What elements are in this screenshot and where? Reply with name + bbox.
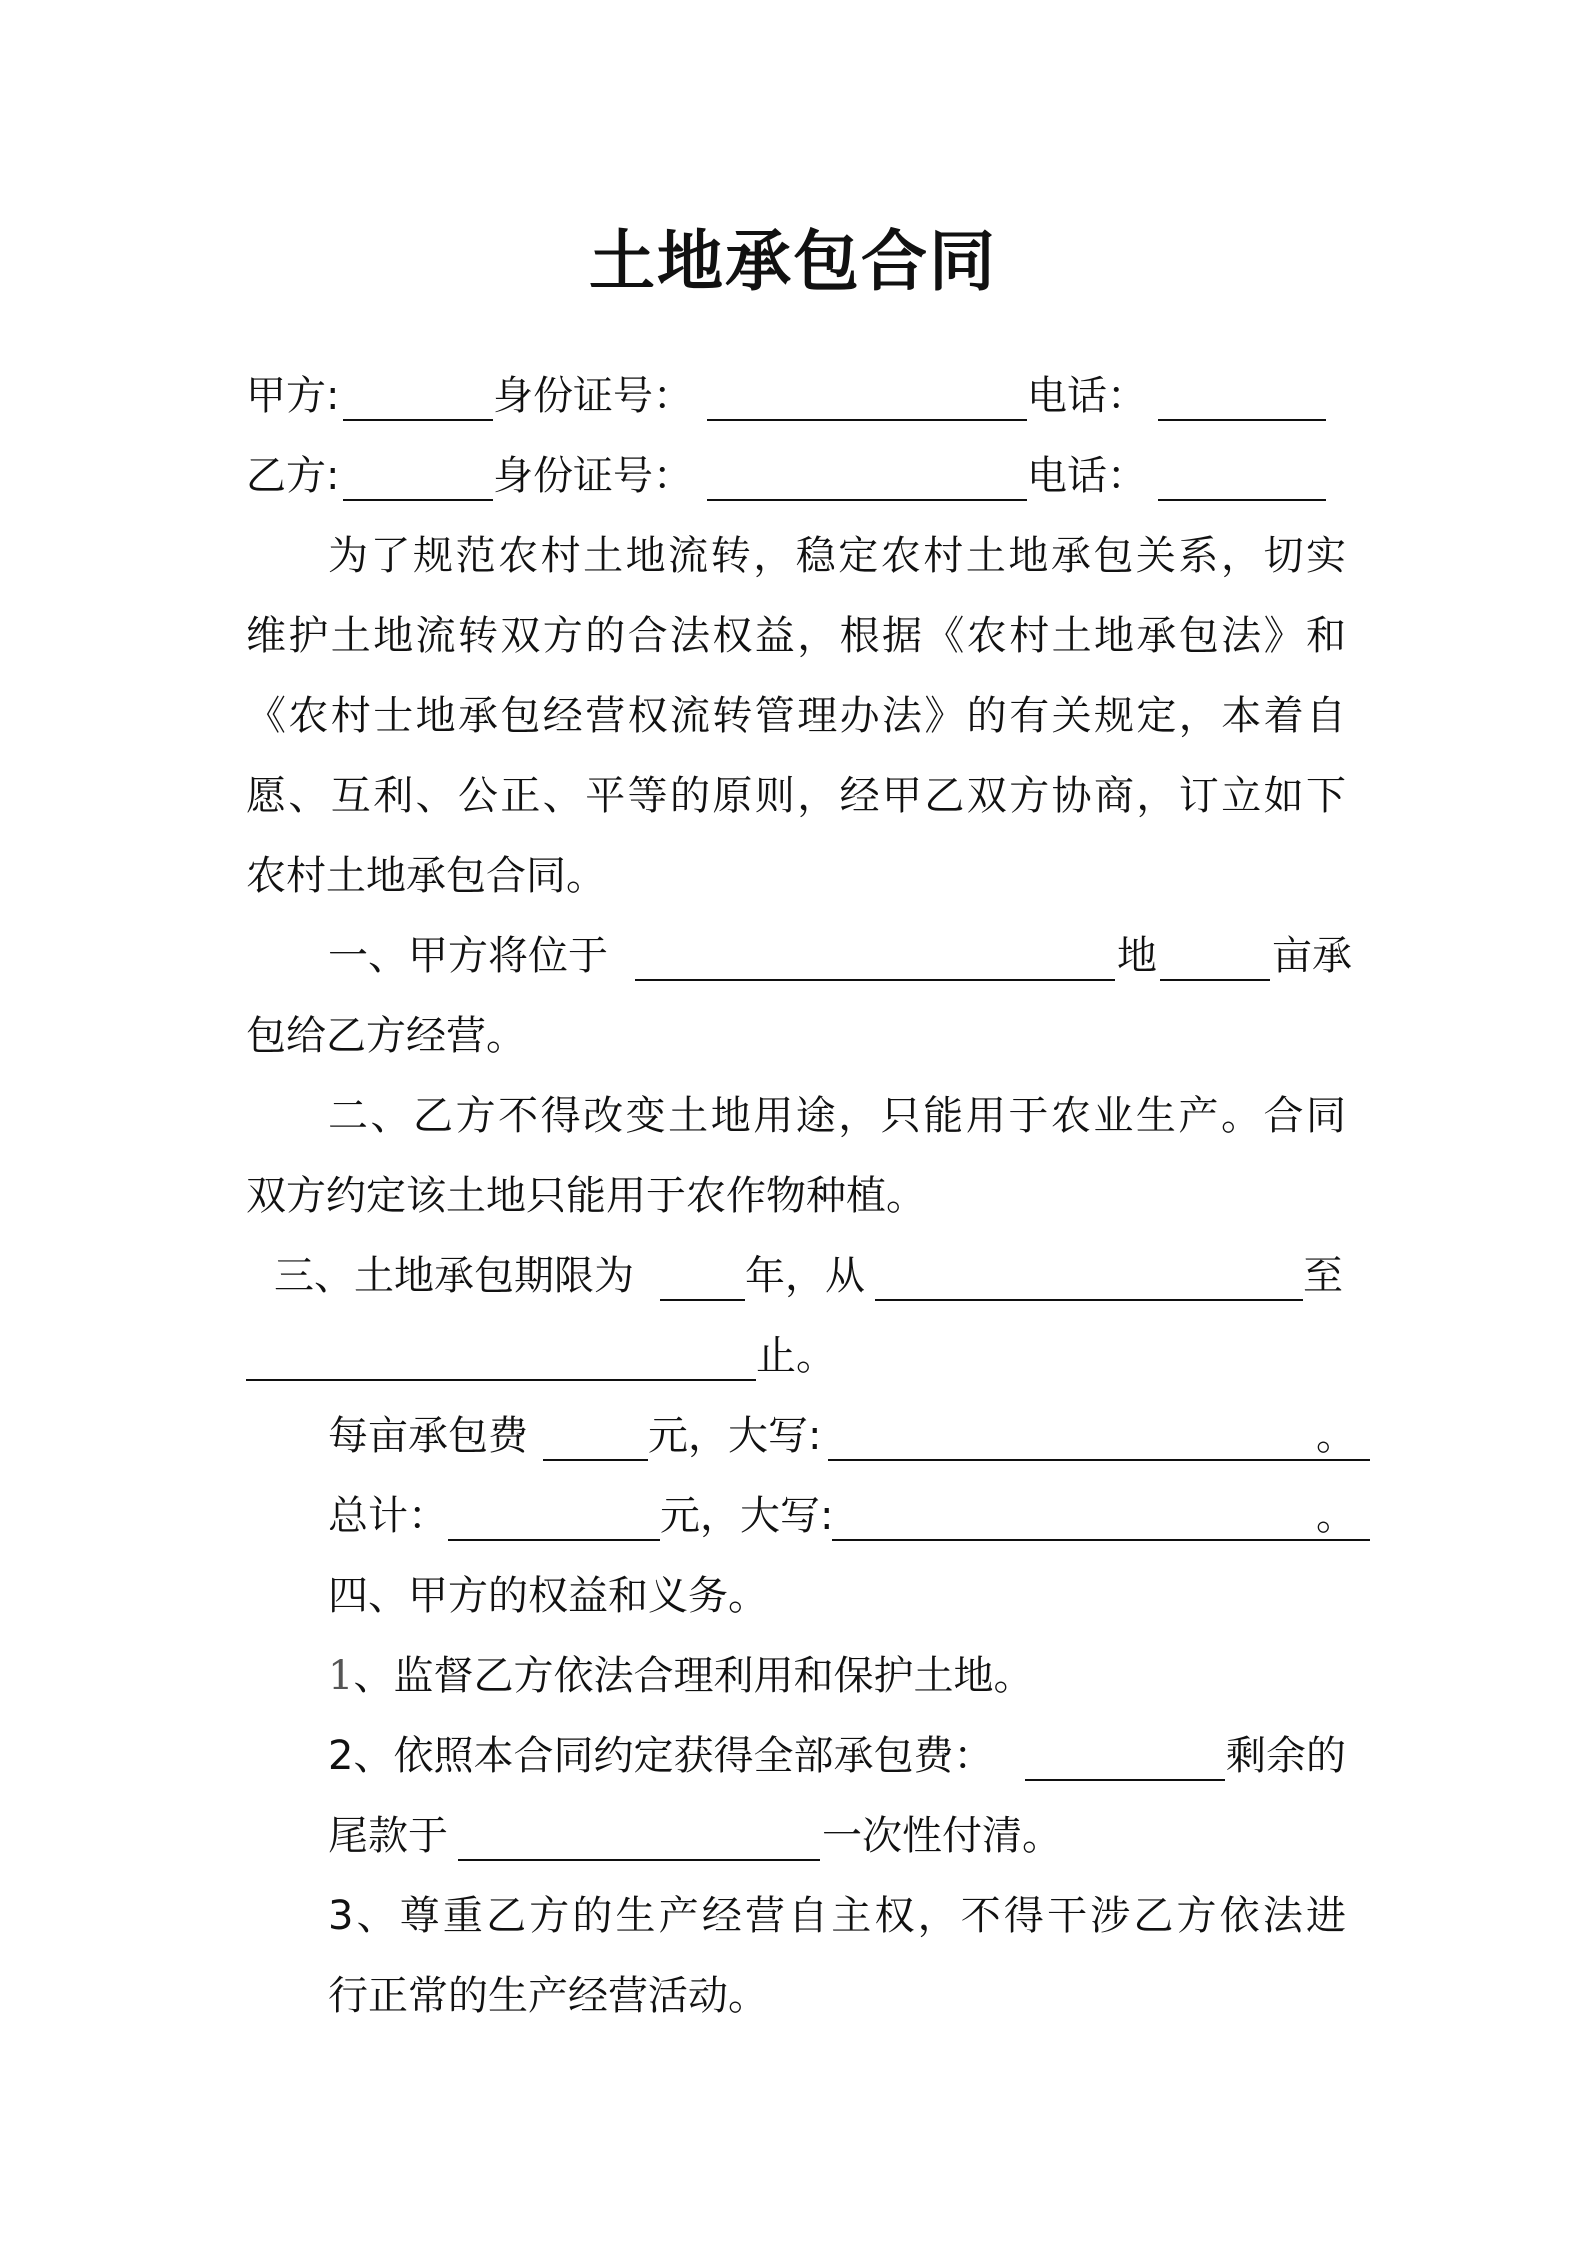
clause-1-location-blank <box>635 979 1115 981</box>
section-4-item-1 <box>328 1646 1033 1706</box>
clause-1-line-2: 包给乙方经营。 <box>246 1013 526 1059</box>
clause-3-start-blank <box>875 1299 1303 1301</box>
party-a-id-label: 身份证号： <box>493 373 693 419</box>
party-a-id-blank <box>707 419 1027 421</box>
section-4-heading <box>328 1566 768 1626</box>
clause-3-text: 三、土地承包期限为 <box>274 1253 634 1299</box>
party-b-name-blank <box>343 499 493 501</box>
section-4-heading-text: 四、甲方的权益和义务。 <box>328 1573 768 1619</box>
clause-3-to-text: 至 <box>1303 1253 1343 1299</box>
preamble-line-3: 《农村士地承包经营权流转管理办法》的有关规定，本着自 <box>246 693 1346 739</box>
item-2-payoff-text: 一次性付清。 <box>822 1813 1062 1859</box>
section-4-item-3-line-1: 3、尊重乙方的生产经营自主权，不得干涉乙方依法进 <box>328 1893 1346 1939</box>
item-1-text: 、监督乙方依法合理利用和保护土地。 <box>353 1653 1034 1699</box>
party-a-name-blank <box>343 419 493 421</box>
clause-3-line-1 <box>0 1246 1586 1306</box>
fee-line <box>0 1406 1586 1466</box>
fee-words-blank <box>828 1459 1370 1461</box>
item-1-number: 1 <box>328 1653 354 1699</box>
item-2-date-blank <box>458 1859 820 1861</box>
clause-2-line-2: 双方约定该土地只能用于农作物种植。 <box>246 1173 926 1219</box>
clause-1-area-blank <box>1160 979 1270 981</box>
fee-amount-blank <box>543 1459 648 1461</box>
total-words-blank <box>832 1539 1370 1541</box>
total-line <box>0 1486 1586 1546</box>
document-title: 土地承包合同 <box>589 223 997 300</box>
fee-label: 每亩承包费 <box>328 1413 528 1459</box>
fee-end: 。 <box>1316 1413 1356 1459</box>
preamble-line-4: 愿、互利、公正、平等的原则，经甲乙双方协商，订立如下 <box>246 773 1346 819</box>
fee-unit-text: 元，大写: <box>648 1413 822 1459</box>
preamble-line-5: 农村土地承包合同。 <box>246 853 606 899</box>
preamble-line-2: 维护土地流转双方的合法权益，根据《农村土地承包法》和 <box>246 613 1346 659</box>
clause-3-years-blank <box>660 1299 745 1301</box>
clause-3-end-blank <box>246 1379 756 1381</box>
clause-3-line-2 <box>0 1326 1586 1386</box>
party-b-phone-label: 电话： <box>1027 453 1147 499</box>
item-2-remaining-text: 剩余的 <box>1226 1733 1346 1779</box>
clause-1-land-text: 地 <box>1117 933 1157 979</box>
party-b-label: 乙方: <box>246 453 340 499</box>
party-b-id-blank <box>707 499 1027 501</box>
clause-1-text: 一、甲方将位于 <box>328 933 608 979</box>
party-a-label: 甲方: <box>246 373 340 419</box>
party-a-phone-label: 电话： <box>1027 373 1147 419</box>
total-unit-text: 元，大写: <box>660 1493 834 1539</box>
item-2-text: 2、依照本合同约定获得全部承包费： <box>328 1733 994 1779</box>
preamble-line-1: 为了规范农村土地流转，稳定农村土地承包关系，切实 <box>328 533 1346 579</box>
total-label: 总计： <box>328 1493 448 1539</box>
section-4-item-2-line-1 <box>0 1726 1586 1786</box>
party-b-phone-blank <box>1158 499 1326 501</box>
total-amount-blank <box>448 1539 660 1541</box>
clause-1-mu-text: 亩承 <box>1272 933 1352 979</box>
party-a-line <box>0 366 1586 426</box>
item-2-fee-blank <box>1025 1779 1225 1781</box>
clause-3-from-text: 年，从 <box>745 1253 865 1299</box>
party-a-phone-blank <box>1158 419 1326 421</box>
clause-1-line-1 <box>0 926 1586 986</box>
party-b-line <box>0 446 1586 506</box>
section-4-item-2-line-2 <box>0 1806 1586 1866</box>
item-2-balance-text: 尾款于 <box>328 1813 448 1859</box>
total-end: 。 <box>1316 1493 1356 1539</box>
party-b-id-label: 身份证号： <box>493 453 693 499</box>
clause-3-end-text: 止。 <box>756 1333 836 1379</box>
clause-2-line-1: 二、乙方不得改变土地用途，只能用于农业生产。合同 <box>328 1093 1346 1139</box>
section-4-item-3-line-2: 行正常的生产经营活动。 <box>328 1973 768 2019</box>
